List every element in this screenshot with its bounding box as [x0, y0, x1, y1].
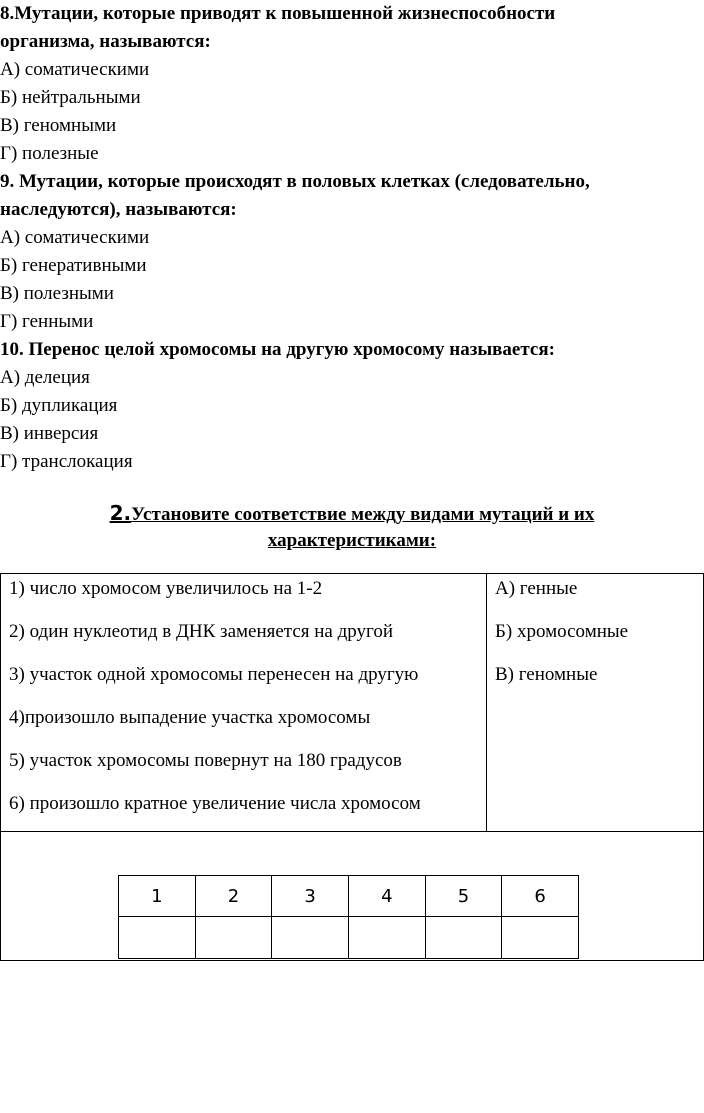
answer-option: Г) полезные — [0, 143, 99, 164]
answer-option: Б) дупликация — [0, 395, 118, 416]
answer-option: Б) генеративными — [0, 255, 147, 276]
characteristic-item: 5) участок хромосомы повернут на 180 градусов — [9, 750, 402, 771]
question-8 — [0, 0, 700, 168]
task-title-line: Установите соответствие между видами мутаций и их — [131, 504, 595, 525]
answer-entry-cell[interactable] — [119, 917, 196, 959]
characteristic-item: 2) один нуклеотид в ДНК заменяется на другой — [9, 621, 394, 642]
answer-entry-cell[interactable] — [195, 917, 272, 959]
question-9 — [0, 168, 700, 336]
characteristics-cell — [1, 574, 487, 832]
characteristic-item: 3) участок одной хромосомы перенесен на другую — [9, 664, 419, 685]
answer-option: А) соматическими — [0, 227, 150, 248]
question-text-line: 10. Перенос целой хромосомы на другую хромосому называется: — [0, 339, 555, 360]
question-text-line: 9. Мутации, которые происходят в половых клетках (следовательно, — [0, 171, 590, 192]
matching-table — [0, 573, 704, 961]
answer-entry-cell[interactable] — [425, 917, 502, 959]
task-2-title — [0, 500, 704, 554]
answer-header-cell: 3 — [272, 876, 349, 917]
answer-header-cell: 2 — [195, 876, 272, 917]
question-text-line: 8.Мутации, которые приводят к повышенной жизнеспособности — [0, 3, 556, 24]
question-text-line: наследуются), называются: — [0, 199, 237, 220]
answer-header-cell: 4 — [348, 876, 425, 917]
question-text-line: организма, называются: — [0, 31, 211, 52]
answer-header-cell: 6 — [502, 876, 579, 917]
answer-option: В) инверсия — [0, 423, 99, 444]
mutation-type-item: В) геномные — [495, 664, 598, 685]
answer-header-cell: 1 — [119, 876, 196, 917]
mutation-types-cell — [487, 574, 704, 832]
answer-entry-cell[interactable] — [502, 917, 579, 959]
answer-option: В) полезными — [0, 283, 114, 304]
answer-header-cell: 5 — [425, 876, 502, 917]
answer-entry-cell[interactable] — [272, 917, 349, 959]
characteristic-item: 6) произошло кратное увеличение числа хромосом — [9, 793, 421, 814]
answer-entry-cell[interactable] — [348, 917, 425, 959]
answer-option: А) делеция — [0, 367, 90, 388]
characteristic-item: 1) число хромосом увеличилось на 1-2 — [9, 578, 323, 599]
task-title-line: характеристиками: — [267, 530, 437, 551]
task-number: 2. — [109, 501, 132, 525]
characteristic-item: 4)произошло выпадение участка хромосомы — [9, 707, 371, 728]
mutation-type-item: Б) хромосомные — [495, 621, 629, 642]
answer-option: Б) нейтральными — [0, 87, 141, 108]
answer-area-cell — [1, 832, 704, 961]
questions-section — [0, 0, 700, 476]
question-10 — [0, 336, 700, 476]
answer-option: Г) генными — [0, 311, 94, 332]
answer-option: Г) транслокация — [0, 451, 133, 472]
answer-option: А) соматическими — [0, 59, 150, 80]
answer-option: В) геномными — [0, 115, 117, 136]
answer-grid — [118, 875, 579, 959]
mutation-type-item: А) генные — [495, 578, 578, 599]
